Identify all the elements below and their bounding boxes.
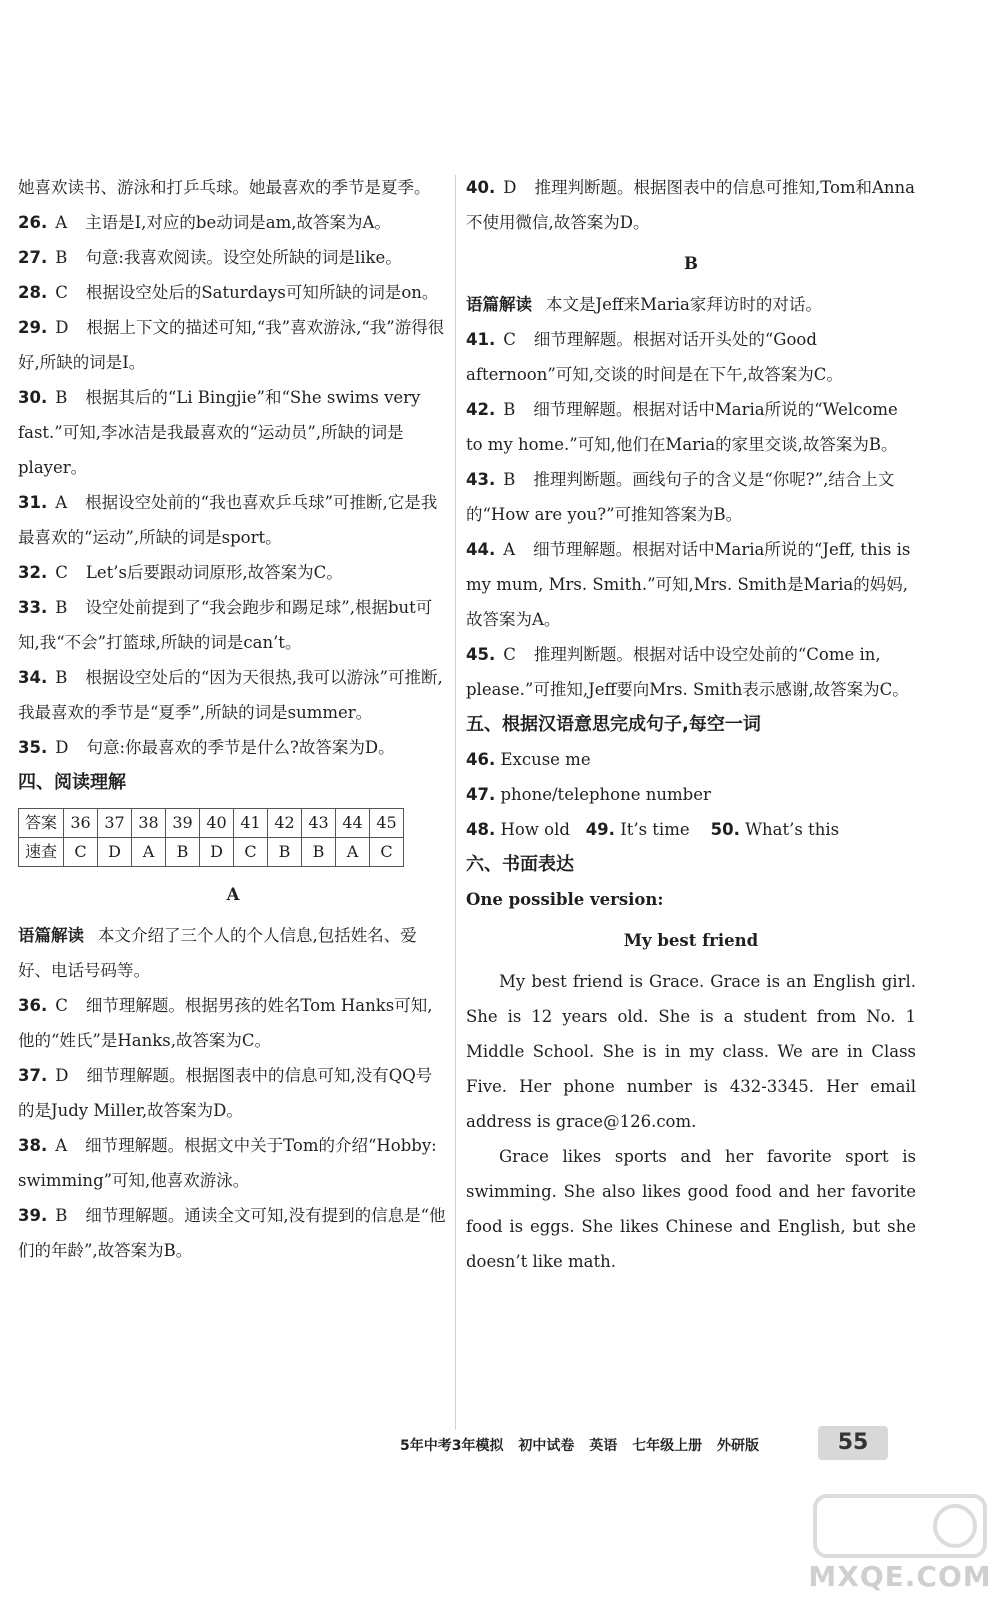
item-number: 42. (466, 400, 496, 419)
page-footer (400, 1435, 769, 1455)
item-answer: C (503, 330, 516, 349)
item-answer: D (503, 178, 517, 197)
essay-paragraph-1: My best friend is Grace. Grace is an English girl. She is 12 years old. She is a student from No. 1 Middle School. She is in my class. We are in Class Five. Her phone number is 432-3345. Her email address is grace@126.com. (466, 972, 916, 1131)
item-number: 36. (18, 996, 48, 1015)
answer-item (18, 730, 448, 765)
table-cell: A (132, 838, 166, 867)
footer-type: 初中试卷 (518, 1438, 575, 1454)
section-5-title: 五、根据汉语意思完成句子,每空一词 (466, 714, 761, 735)
footer-edition: 外研版 (716, 1438, 759, 1454)
answer-item (466, 392, 916, 462)
answer-key-numbers-row (19, 809, 404, 838)
item-number: 41. (466, 330, 496, 349)
item-number: 31. (18, 493, 48, 512)
item-answer: C (55, 283, 68, 302)
item-number: 37. (18, 1066, 48, 1085)
item-number: 26. (18, 213, 48, 232)
answer-key-table (18, 808, 404, 867)
table-cell: 40 (200, 809, 234, 838)
item-number: 38. (18, 1136, 48, 1155)
table-cell: D (98, 838, 132, 867)
answer-line-48-50 (466, 812, 916, 847)
item-answer: A (55, 213, 68, 232)
answer-list-26-35 (18, 205, 448, 765)
table-cell: B (166, 838, 200, 867)
answer-item (18, 380, 448, 485)
footer-grade: 七年级上册 (632, 1438, 703, 1454)
item-explanation: 句意:我喜欢阅读。设空处所缺的词是like。 (85, 248, 402, 267)
page-number: 55 (818, 1426, 888, 1460)
footer-series: 5年中考3年模拟 (400, 1438, 504, 1454)
item-explanation: 根据上下文的描述可知,“我”喜欢游泳,“我”游得很好,所缺的词是I。 (18, 318, 445, 372)
item-explanation: 根据设空处后的“因为天很热,我可以游泳”可推断,我最喜欢的季节是“夏季”,所缺的词是summer。 (18, 668, 443, 722)
table-cell: 43 (302, 809, 336, 838)
answer-list-36-39 (18, 988, 448, 1268)
passage-analysis (466, 287, 916, 322)
part-b-heading: B (684, 254, 698, 273)
item-number: 28. (18, 283, 48, 302)
table-cell: 39 (166, 809, 200, 838)
item-answer: B (55, 598, 68, 617)
item-explanation: Let’s后要跟动词原形,故答案为C。 (85, 563, 343, 582)
right-column (466, 170, 916, 1279)
essay-paragraph-2: Grace likes sports and her favorite sport is swimming. She also likes good food and her favorite food is eggs. She likes Chinese and English, but she doesn’t like math. (466, 1147, 916, 1271)
answer-item (18, 555, 448, 590)
table-cell: 38 (132, 809, 166, 838)
answer-list-41-45 (466, 322, 916, 707)
answer-item (466, 322, 916, 392)
item-answer: D (55, 318, 69, 337)
item-explanation: 细节理解题。根据对话开头处的“Good afternoon”可知,交谈的时间是在下午,故答案为C。 (466, 330, 843, 384)
item-explanation: 推理判断题。根据对话中设空处前的“Come in, please.”可推知,Jeff要向Mrs. Smith表示感谢,故答案为C。 (466, 645, 909, 699)
item-answer: B (55, 248, 68, 267)
essay-title: My best friend (623, 931, 759, 950)
item-number: 47. (466, 785, 496, 804)
item-explanation: 细节理解题。根据图表中的信息可知,没有QQ号的是Judy Miller,故答案为D。 (18, 1066, 433, 1120)
item-explanation: 细节理解题。根据男孩的姓名Tom Hanks可知,他的“姓氏”是Hanks,故答案为C。 (18, 996, 433, 1050)
passage-text: 本文是Jeff来Maria家拜访时的对话。 (546, 295, 822, 314)
item-number: 32. (18, 563, 48, 582)
table-cell: A (336, 838, 370, 867)
item-answer: C (55, 996, 68, 1015)
item-answer-text: Excuse me (500, 750, 591, 769)
table-cell: C (64, 838, 98, 867)
table-cell: 45 (370, 809, 404, 838)
item-number: 46. (466, 750, 496, 769)
footer-subject: 英语 (589, 1438, 618, 1454)
table-cell: C (370, 838, 404, 867)
item-answer: B (503, 470, 516, 489)
item-explanation: 根据其后的“Li Bingjie”和“She swims very fast.”可知,李冰洁是我最喜欢的“运动员”,所缺的词是player。 (18, 388, 421, 477)
item-answer: B (55, 388, 68, 407)
item-number: 39. (18, 1206, 48, 1225)
answer-item (18, 205, 448, 240)
table-header-answer: 答案 (19, 809, 64, 838)
table-cell: 42 (268, 809, 302, 838)
item-answer: B (55, 668, 68, 687)
answer-item (18, 1128, 448, 1198)
answer-item (466, 777, 916, 812)
item-explanation: 根据设空处后的Saturdays可知所缺的词是on。 (85, 283, 439, 302)
answer-item (466, 742, 916, 777)
item-answer-text: What’s this (745, 820, 840, 839)
part-a-heading: A (226, 885, 240, 904)
answer-item (18, 988, 448, 1058)
item-number: 33. (18, 598, 48, 617)
item-answer: A (55, 493, 68, 512)
item-answer: B (503, 400, 516, 419)
item-answer: B (55, 1206, 68, 1225)
watermark-icon (805, 1488, 995, 1568)
item-answer-text: How old (500, 820, 570, 839)
answer-item (18, 590, 448, 660)
table-cell: 37 (98, 809, 132, 838)
item-explanation: 推理判断题。画线句子的含义是“你呢?”,结合上文的“How are you?”可推知答案为B。 (466, 470, 895, 524)
watermark-text: MXQE.COM (808, 1560, 992, 1593)
item-number: 35. (18, 738, 48, 757)
item-explanation: 细节理解题。通读全文可知,没有提到的信息是“他们的年龄”,故答案为B。 (18, 1206, 446, 1260)
answer-item (18, 275, 448, 310)
item-answer-text: phone/telephone number (500, 785, 711, 804)
answer-item (18, 1198, 448, 1268)
item-explanation: 细节理解题。根据对话中Maria所说的“Welcome to my home.”可知,他们在Maria的家里交谈,故答案为B。 (466, 400, 898, 454)
passage-text: 本文介绍了三个人的个人信息,包括姓名、爱好、电话号码等。 (18, 926, 417, 980)
table-header-lookup: 速查 (19, 838, 64, 867)
item-number: 45. (466, 645, 496, 664)
item-explanation: 句意:你最喜欢的季节是什么?故答案为D。 (86, 738, 395, 757)
passage-label: 语篇解读 (18, 926, 84, 945)
table-cell: 41 (234, 809, 268, 838)
item-answer: A (55, 1136, 68, 1155)
item-number: 48. (466, 820, 496, 839)
answer-key-answers-row (19, 838, 404, 867)
item-number: 27. (18, 248, 48, 267)
answer-item (18, 310, 448, 380)
answer-item (466, 532, 916, 637)
answer-item (18, 240, 448, 275)
item-explanation: 主语是I,对应的be动词是am,故答案为A。 (85, 213, 391, 232)
answer-item (466, 637, 916, 707)
table-cell: 44 (336, 809, 370, 838)
answer-item (466, 170, 916, 240)
table-cell: B (302, 838, 336, 867)
item-explanation: 根据设空处前的“我也喜欢乒乓球”可推断,它是我最喜欢的“运动”,所缺的词是sport。 (18, 493, 438, 547)
item-number: 30. (18, 388, 48, 407)
item-number: 29. (18, 318, 48, 337)
answer-item (18, 485, 448, 555)
item-number: 34. (18, 668, 48, 687)
version-label: One possible version: (466, 890, 664, 909)
item-answer: A (503, 540, 516, 559)
item-number: 44. (466, 540, 496, 559)
table-cell: C (234, 838, 268, 867)
watermark-logo (805, 1488, 995, 1600)
item-number: 40. (466, 178, 496, 197)
item-answer: C (55, 563, 68, 582)
section-4-title: 四、阅读理解 (18, 772, 126, 793)
answer-item (18, 1058, 448, 1128)
item-answer-text: It’s time (620, 820, 690, 839)
item-explanation: 细节理解题。根据对话中Maria所说的“Jeff, this is my mum, Mrs. Smith.”可知,Mrs. Smith是Maria的妈妈,故答案为A。 (466, 540, 911, 629)
item-explanation: 推理判断题。根据图表中的信息可推知,Tom和Anna不使用微信,故答案为D。 (466, 178, 916, 232)
answer-item (466, 462, 916, 532)
left-column (18, 170, 448, 1268)
item-explanation: 设空处前提到了“我会跑步和踢足球”,根据but可知,我“不会”打篮球,所缺的词是can’t。 (18, 598, 433, 652)
intro-text: 她喜欢读书、游泳和打乒乓球。她最喜欢的季节是夏季。 (18, 178, 431, 197)
item-number: 49. (585, 820, 615, 839)
passage-label: 语篇解读 (466, 295, 532, 314)
section-6-title: 六、书面表达 (466, 854, 574, 875)
item-answer: D (55, 738, 69, 757)
item-explanation: 细节理解题。根据文中关于Tom的介绍“Hobby: swimming”可知,他喜欢游泳。 (18, 1136, 437, 1190)
item-answer: D (55, 1066, 69, 1085)
item-number: 43. (466, 470, 496, 489)
table-cell: D (200, 838, 234, 867)
table-cell: 36 (64, 809, 98, 838)
item-answer: C (503, 645, 516, 664)
answer-item (18, 660, 448, 730)
passage-analysis (18, 918, 448, 988)
item-number: 50. (710, 820, 740, 839)
table-cell: B (268, 838, 302, 867)
column-divider (455, 175, 456, 1430)
